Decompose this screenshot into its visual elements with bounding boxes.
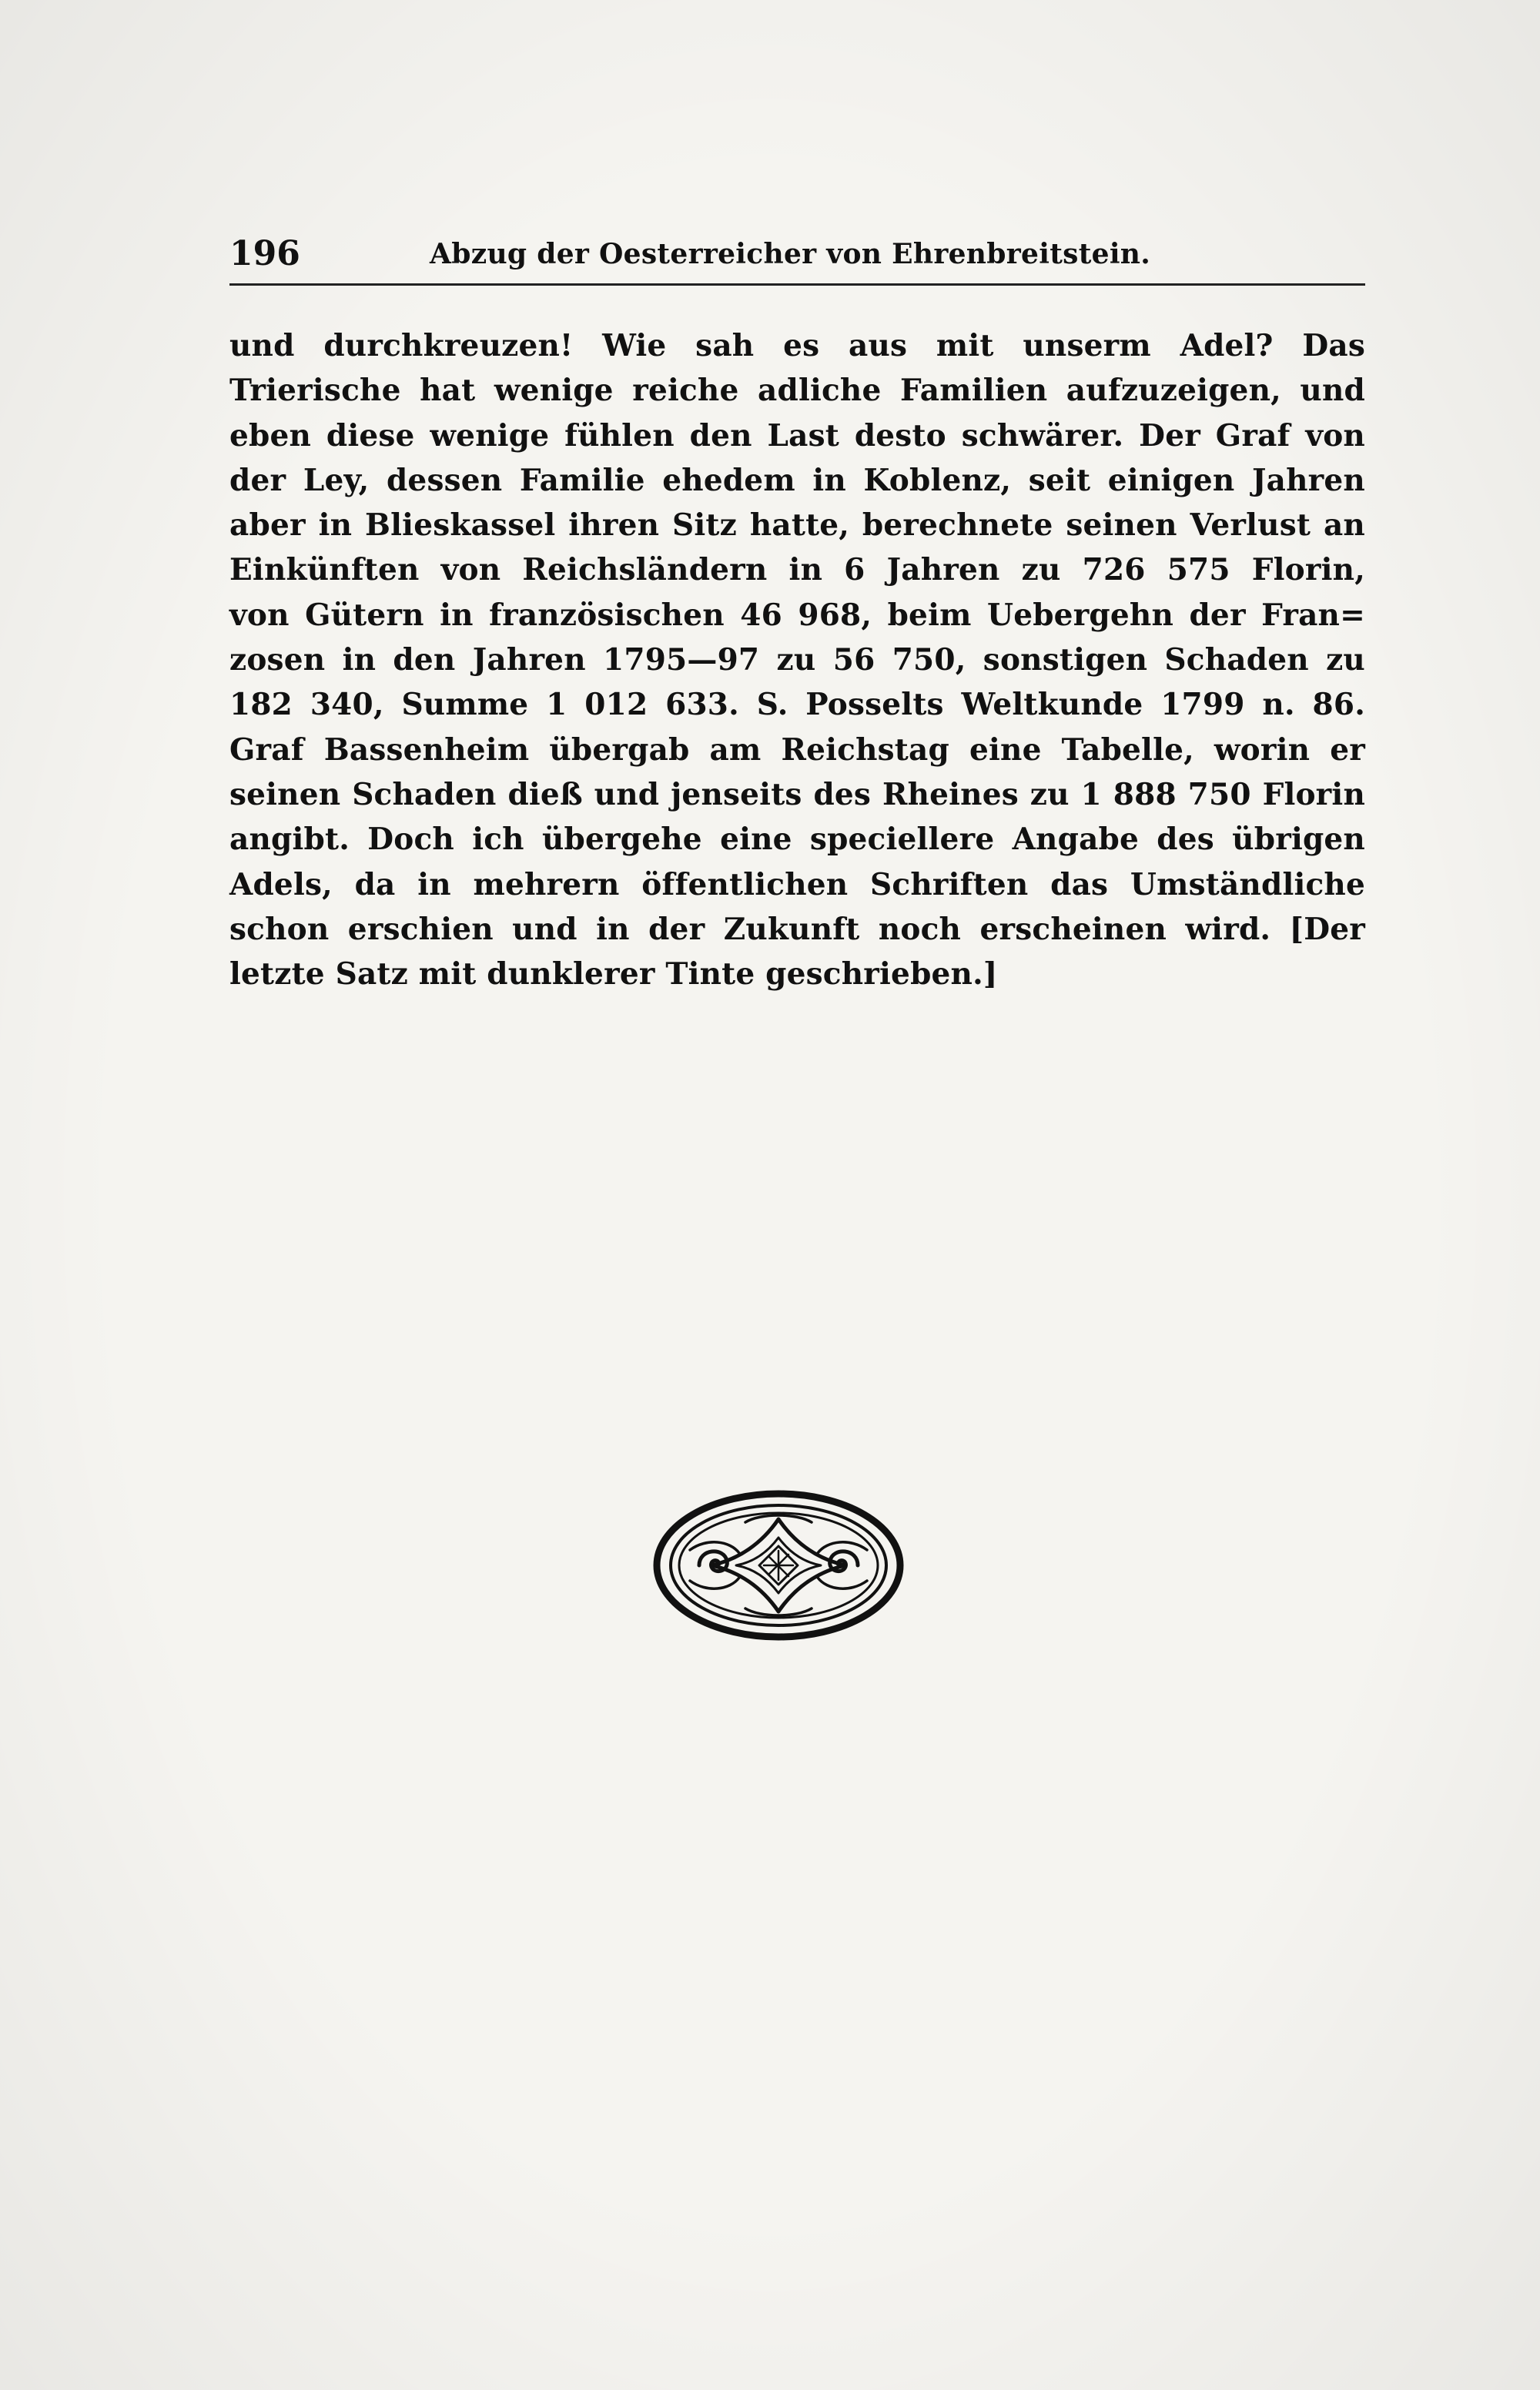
text-line: angibt. Doch ich übergehe eine speciellere Angabe des übrigen: [229, 822, 1365, 858]
text-line: Trierische hat wenige reiche adliche Familien aufzuzeigen, und: [229, 373, 1365, 409]
text-line: und durchkreuzen! Wie sah es aus mit unserm Adel? Das: [229, 328, 1365, 363]
text-line: Adels, da in mehrern öffentlichen Schriften das Umständliche: [229, 866, 1365, 902]
text-line: schon erschien und in der Zukunft noch erscheinen wird. [Der: [229, 911, 1365, 947]
text-line: eben diese wenige fühlen den Last desto schwärer. Der Graf von: [229, 417, 1365, 454]
text-line: Einkünften von Reichsländern in 6 Jahren zu 726 575 Florin,: [229, 552, 1365, 588]
page-header: [229, 231, 1365, 277]
text-line: der Ley, dessen Familie ehedem in Koblenz, seit einigen Jahren: [229, 462, 1365, 498]
header-rule: [229, 283, 1365, 286]
text-line: letzte Satz mit dunklerer Tinte geschrieben.]: [229, 956, 998, 992]
text-line: seinen Schaden dieß und jenseits des Rheines zu 1 888 750 Florin: [229, 776, 1365, 812]
text-line: von Gütern in französischen 46 968, beim Uebergehn der Fran=: [229, 597, 1365, 633]
running-title: Abzug der Oesterreicher von Ehrenbreitstein.: [430, 238, 1151, 270]
text-line: aber in Blieskassel ihren Sitz hatte, berechnete seinen Verlust an: [229, 507, 1365, 544]
page-number: 196: [229, 234, 300, 273]
body-paragraph: [229, 323, 1365, 996]
text-line: Graf Bassenheim übergab am Reichstag eine Tabelle, worin er: [229, 731, 1365, 768]
text-line: zosen in den Jahren 1795—97 zu 56 750, sonstigen Schaden zu: [229, 642, 1365, 678]
oval-ornament-icon: [653, 1490, 904, 1641]
text-line: 182 340, Summe 1 012 633. S. Posselts Weltkunde 1799 n. 86.: [229, 687, 1365, 723]
